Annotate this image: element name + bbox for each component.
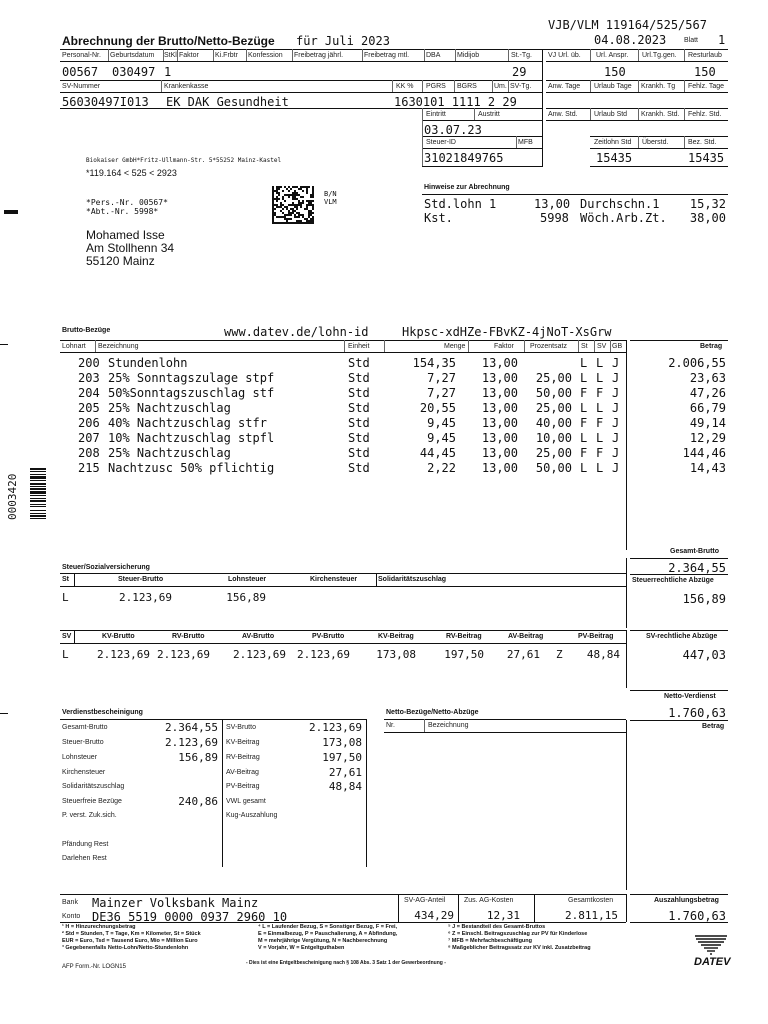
- hinweis-2-c: Wöch.Arb.Zt.: [580, 211, 667, 225]
- verdienst-value: 48,84: [328, 780, 362, 793]
- footnotes-col3: [448, 924, 591, 952]
- label-vj-url: VJ Url. üb.: [548, 52, 581, 59]
- label-konfession: Konfession: [248, 52, 283, 59]
- list-item: [62, 795, 220, 809]
- col-einheit: Einheit: [348, 343, 370, 350]
- lohnart-nr: 205: [78, 401, 100, 415]
- av-beitrag-value: 27,61: [506, 648, 540, 661]
- lohnart-bezeichnung: Stundenlohn: [108, 356, 188, 370]
- table-row: [0, 401, 768, 416]
- label-dba: DBA: [426, 52, 441, 59]
- hinweis-1-b: 13,00: [534, 197, 571, 211]
- footnote: M = mehrjährige Vergütung, N = Nachberechnung: [258, 938, 388, 944]
- resturlaub-value: 150: [694, 65, 716, 79]
- lohnart-bezeichnung: 25% Sonntagszulage stpf: [108, 371, 275, 385]
- rv-brutto-value: 2.123,69: [157, 648, 210, 661]
- footnote: ⁷ MFB = Mehrfachbeschäftigung: [448, 938, 533, 944]
- lohnart-sv: L: [596, 371, 604, 385]
- label-bgrs: BGRS: [457, 83, 477, 90]
- lohnart-betrag: 66,79: [689, 401, 726, 415]
- steuer-brutto-value: 2.123,69: [119, 591, 172, 604]
- lohnart-faktor: 13,00: [481, 431, 518, 445]
- lohnart-st: L: [580, 431, 588, 445]
- list-item: [62, 736, 220, 750]
- list-item: [62, 751, 220, 765]
- lohnart-bezeichnung: 25% Nachtzuschlag: [108, 446, 231, 460]
- hinweise-label: Hinweise zur Abrechnung: [424, 184, 510, 191]
- verdienst-value: 27,61: [328, 766, 362, 779]
- lohnart-bezeichnung: 40% Nachtzuschlag stfr: [108, 416, 267, 430]
- bn-code: B/N: [324, 190, 337, 198]
- iban-value: DE36 5519 0000 0937 2960 10: [92, 910, 288, 924]
- lohnart-betrag: 2.006,55: [668, 356, 726, 370]
- blatt-value: 1: [718, 33, 726, 47]
- table-row: [0, 461, 768, 476]
- col-st: St: [581, 343, 588, 350]
- verdienst-value: 240,86: [178, 795, 218, 808]
- lohnart-betrag: 23,63: [689, 371, 726, 385]
- hinweis-1-a: Std.lohn 1: [424, 197, 497, 211]
- datev-logo-mark: [694, 934, 728, 956]
- lohnart-st: L: [580, 401, 588, 415]
- lohnart-menge: 9,45: [427, 431, 456, 445]
- footnote: EUR = Euro, Tsd = Tausend Euro, Mio = Million Euro: [62, 938, 198, 944]
- recipient-street: Am Stollhenn 34: [86, 241, 175, 255]
- lohnart-st: F: [580, 386, 588, 400]
- label-resturlaub: Resturlaub: [688, 52, 722, 59]
- print-date: 04.08.2023: [594, 33, 667, 47]
- col-steuer-brutto: Steuer-Brutto: [118, 576, 164, 583]
- hinweis-2-a: Kst.: [424, 211, 453, 225]
- bank-label: Bank: [62, 899, 78, 906]
- rv-beitrag-value: 197,50: [444, 648, 484, 661]
- lohnart-faktor: 13,00: [481, 416, 518, 430]
- lohnart-bezeichnung: 50%Sonntagszuschlag stf: [108, 386, 275, 400]
- lohnart-gb: J: [612, 416, 620, 430]
- url-anspr-value: 150: [604, 65, 626, 79]
- list-item: [226, 751, 364, 765]
- lohnsteuer-value: 156,89: [226, 591, 266, 604]
- abt-nr: *Abt.-Nr. 5998*: [86, 207, 159, 216]
- footnote: V = Vorjahr, W = Entgeltguthaben: [258, 945, 345, 951]
- lohnart-betrag: 12,29: [689, 431, 726, 445]
- lohnart-nr: 215: [78, 461, 100, 475]
- lohnart-faktor: 13,00: [481, 386, 518, 400]
- list-item: [62, 852, 220, 866]
- lohnart-prozent: 10,00: [535, 431, 572, 445]
- col-menge: Menge: [444, 343, 466, 350]
- label-freibetrag-jaehrl: Freibetrag jährl.: [294, 52, 344, 59]
- st-tg-value: 29: [512, 65, 527, 79]
- lohnart-einheit: Std: [348, 401, 370, 415]
- lohnart-nr: 203: [78, 371, 100, 385]
- label-url-anspr: Url. Anspr.: [596, 52, 629, 59]
- label-urlaub-tage: Urlaub Tage: [594, 83, 632, 90]
- page-title: Abrechnung der Brutto/Netto-Bezüge: [62, 34, 275, 48]
- col-faktor: Faktor: [494, 343, 514, 350]
- recipient-address: [86, 229, 174, 268]
- sv-ag-label: SV-AG-Anteil: [404, 897, 446, 904]
- lohnart-faktor: 13,00: [481, 446, 518, 460]
- lohnart-prozent: 25,00: [535, 371, 572, 385]
- list-item: [226, 721, 364, 735]
- col-av-beitrag: AV-Beitrag: [508, 633, 544, 640]
- netto-verdienst-label: Netto-Verdienst: [664, 693, 716, 700]
- lohnart-betrag: 144,46: [682, 446, 726, 460]
- col-kv-beitrag: KV-Beitrag: [378, 633, 414, 640]
- pv-beitrag-value: 48,84: [586, 648, 620, 661]
- kv-beitrag-value: 173,08: [376, 648, 416, 661]
- form-number: AFP Form.-Nr. LOGN15: [62, 964, 126, 970]
- col-sv: SV: [62, 633, 72, 640]
- label-krankh-std: Krankh. Std.: [641, 111, 680, 118]
- footnote: ⁸ Maßgeblicher Beitragssatz zur KV inkl. Zusatzbeitrag: [448, 945, 591, 951]
- hinweis-1-d: 15,32: [689, 197, 726, 211]
- gesamtkosten-label: Gesamtkosten: [568, 897, 614, 904]
- label-kk: KK %: [396, 83, 414, 90]
- lohnart-einheit: Std: [348, 446, 370, 460]
- sv-nummer-value: 56030497I013: [62, 95, 149, 109]
- lohnart-sv: F: [596, 416, 604, 430]
- steuer-section-title: Steuer/Sozialversicherung: [62, 564, 150, 571]
- label-fehlz-tage: Fehlz. Tage: [688, 83, 725, 90]
- vlm-code: VLM: [324, 198, 337, 206]
- label-geburtsdatum: Geburtsdatum: [110, 52, 155, 59]
- zus-ag-value: 12,31: [486, 909, 520, 922]
- recipient-city: 55120 Mainz: [86, 254, 155, 268]
- sv-abzuege-label: SV-rechtliche Abzüge: [646, 633, 718, 640]
- col-sv: SV: [597, 343, 607, 350]
- col-rv-brutto: RV-Brutto: [172, 633, 205, 640]
- lohn-id-code: Hkpsc-xdHZe-FBvKZ-4jNoT-XsGrw: [402, 325, 612, 339]
- table-row: [0, 386, 768, 401]
- lohnart-gb: J: [612, 431, 620, 445]
- label-kifrbtr: Ki.Frbtr: [215, 52, 238, 59]
- list-item: [226, 780, 364, 794]
- label-krankenkasse: Krankenkasse: [164, 83, 209, 90]
- footnote: ⁴ L = Laufender Bezug, S = Sonstiger Bezug, F = Frei,: [258, 924, 398, 930]
- lohnart-menge: 2,22: [427, 461, 456, 475]
- col-prozentsatz: Prozentsatz: [530, 343, 567, 350]
- col-netto-bez: Bezeichnung: [428, 722, 469, 729]
- steuer-abzuege-value: 156,89: [682, 592, 726, 606]
- pers-nr: *Pers.-Nr. 00567*: [86, 198, 168, 207]
- recipient-name: Mohamed Isse: [86, 228, 165, 242]
- table-row: [0, 446, 768, 461]
- document-code: VJB/VLM 119164/525/567: [548, 18, 707, 32]
- label-krankh-tg: Krankh. Tg: [641, 83, 676, 90]
- sender-line: Biokaiser GmbH*Fritz-Ullmann-Str. 5*55252 Mainz-Kastel: [86, 157, 282, 164]
- verdienst-value: 173,08: [322, 736, 362, 749]
- datev-logo-text: DATEV: [694, 956, 731, 968]
- routing-code: *119.164 < 525 < 2923: [86, 168, 177, 178]
- label-zeitlohn-std: Zeitlohn Std: [594, 139, 632, 146]
- verdienst-label: VWL gesamt: [226, 798, 266, 805]
- table-row: [0, 371, 768, 386]
- verdienst-value: 197,50: [322, 751, 362, 764]
- lohnart-st: L: [580, 461, 588, 475]
- lohnart-betrag: 49,14: [689, 416, 726, 430]
- bn-vlm-block: [324, 190, 337, 206]
- lohnart-betrag: 14,43: [689, 461, 726, 475]
- lohnart-einheit: Std: [348, 431, 370, 445]
- label-stkl: StKl: [164, 52, 177, 59]
- lohnart-bezeichnung: 10% Nachtzuschlag stpfl: [108, 431, 275, 445]
- verdienst-label: AV-Beitrag: [226, 769, 259, 776]
- zeitlohn-std-value: 15435: [596, 151, 633, 165]
- gesamt-brutto-value: 2.364,55: [668, 561, 726, 575]
- zus-ag-label: Zus. AG-Kosten: [464, 897, 514, 904]
- verdienst-label: SV-Brutto: [226, 724, 256, 731]
- verdienst-value: 2.123,69: [309, 721, 362, 734]
- geburtsdatum-value: 030497: [112, 65, 156, 79]
- verdienst-label: KV-Beitrag: [226, 739, 260, 746]
- col-betrag: Betrag: [700, 343, 723, 350]
- col-pv-brutto: PV-Brutto: [312, 633, 345, 640]
- lohnart-nr: 200: [78, 356, 100, 370]
- steuer-st-value: L: [62, 591, 69, 604]
- lohnart-menge: 154,35: [412, 356, 456, 370]
- lohnart-einheit: Std: [348, 416, 370, 430]
- lohnart-gb: J: [612, 356, 620, 370]
- col-lohnart: Lohnart: [62, 343, 86, 350]
- kv-brutto-value: 2.123,69: [97, 648, 150, 661]
- brutto-section-title: Brutto-Bezüge: [62, 327, 111, 334]
- lohn-id-url: www.datev.de/lohn-id: [224, 325, 369, 339]
- bank-name: Mainzer Volksbank Mainz: [92, 896, 259, 910]
- lohnart-prozent: 25,00: [535, 401, 572, 415]
- footnote: ¹ H = Hinzurechnungsbetrag: [62, 924, 136, 930]
- label-eintritt: Eintritt: [426, 111, 446, 118]
- list-item: [62, 766, 220, 780]
- verdienst-label: Kug-Auszahlung: [226, 812, 278, 819]
- footnote: E = Einmalbezug, P = Pauschalierung, A = Abfindung,: [258, 931, 398, 937]
- col-rv-beitrag: RV-Beitrag: [446, 633, 482, 640]
- auszahlung-value: 1.760,63: [668, 909, 726, 923]
- label-pgrs: PGRS: [426, 83, 446, 90]
- verdienst-value: 2.364,55: [165, 721, 218, 734]
- label-ueberstd: Überstd.: [642, 139, 669, 146]
- lohnart-gb: J: [612, 401, 620, 415]
- label-sv-tg: SV-Tg.: [510, 83, 532, 90]
- fold-mark: [4, 210, 18, 214]
- verdienst-label: Lohnsteuer: [62, 754, 98, 761]
- footnotes-col1: [62, 924, 201, 952]
- konto-label: Konto: [62, 913, 81, 920]
- label-sv-nummer: SV-Nummer: [62, 83, 101, 90]
- table-row: [0, 416, 768, 431]
- lohnart-prozent: 50,00: [535, 386, 572, 400]
- lohnart-prozent: 25,00: [535, 446, 572, 460]
- lohnart-faktor: 13,00: [481, 356, 518, 370]
- side-number: 0003420: [6, 473, 19, 520]
- verdienst-label: Steuerfreie Bezüge: [62, 798, 122, 805]
- verdienst-section-title: Verdienstbescheinigung: [62, 709, 143, 716]
- label-steuer-id: Steuer-ID: [426, 139, 456, 146]
- col-netto-nr: Nr.: [386, 722, 395, 729]
- pv-brutto-value: 2.123,69: [297, 648, 350, 661]
- footnotes-col2: [258, 924, 397, 952]
- lohnart-nr: 207: [78, 431, 100, 445]
- lohnart-faktor: 13,00: [481, 461, 518, 475]
- kk-line-value: 1630101 1111 2 29: [394, 95, 517, 109]
- list-item: [226, 809, 364, 823]
- label-freibetrag-mtl: Freibetrag mtl.: [364, 52, 410, 59]
- verdienst-label: PV-Beitrag: [226, 783, 260, 790]
- personal-nr-value: 00567: [62, 65, 99, 79]
- lohnart-sv: L: [596, 431, 604, 445]
- label-bez-std: Bez. Std.: [688, 139, 717, 146]
- sv-value: L: [62, 648, 69, 661]
- lohnart-faktor: 13,00: [481, 401, 518, 415]
- hinweis-2-d: 38,00: [689, 211, 726, 225]
- lohnart-nr: 208: [78, 446, 100, 460]
- verdienst-label: Gesamt-Brutto: [62, 724, 108, 731]
- datamatrix-code: [272, 186, 314, 224]
- stkl-value: 1: [164, 65, 172, 79]
- verdienst-label: Darlehen Rest: [62, 855, 107, 862]
- gesamtkosten-value: 2.811,15: [565, 909, 618, 922]
- sv-abzuege-value: 447,03: [682, 648, 726, 662]
- krankenkasse-value: EK DAK Gesundheit: [166, 95, 289, 109]
- footnote: ³ Gegebenenfalls Netto-Lohn/Netto-Stundenlohn: [62, 945, 189, 951]
- lohnart-sv: F: [596, 446, 604, 460]
- col-steuer-st: St: [62, 576, 69, 583]
- col-kv-brutto: KV-Brutto: [102, 633, 135, 640]
- label-faktor: Faktor: [179, 52, 199, 59]
- lohnart-betrag: 47,26: [689, 386, 726, 400]
- verdienst-label: RV-Beitrag: [226, 754, 260, 761]
- lohnart-faktor: 13,00: [481, 371, 518, 385]
- lohnart-einheit: Std: [348, 371, 370, 385]
- list-item: [226, 795, 364, 809]
- lohnart-menge: 9,45: [427, 416, 456, 430]
- lohnart-st: F: [580, 416, 588, 430]
- lohnart-einheit: Std: [348, 461, 370, 475]
- lohnart-menge: 7,27: [427, 386, 456, 400]
- footnote: ⁶ Z = Einschl. Beitragszuschlag zur PV für Kinderlose: [448, 931, 588, 937]
- sv-ag-value: 434,29: [414, 909, 454, 922]
- label-mfb: MFB: [518, 139, 533, 146]
- label-austritt: Austritt: [478, 111, 500, 118]
- label-url-tg-gen: Url.Tg.gen.: [642, 52, 677, 59]
- lohnart-einheit: Std: [348, 386, 370, 400]
- footnote: ⁵ J = Bestandteil des Gesamt-Bruttos: [448, 924, 546, 930]
- lohnart-menge: 44,45: [419, 446, 456, 460]
- col-av-brutto: AV-Brutto: [242, 633, 275, 640]
- pv-zuschlag-flag: Z: [556, 648, 563, 661]
- list-item: [62, 721, 220, 735]
- list-item: [62, 838, 220, 852]
- verdienst-label: Solidaritätszuschlag: [62, 783, 125, 790]
- verdienst-label: Pfändung Rest: [62, 841, 109, 848]
- label-midijob: Midijob: [457, 52, 480, 59]
- verdienst-label: Kirchensteuer: [62, 769, 106, 776]
- verdienst-value: 2.123,69: [165, 736, 218, 749]
- lohnart-gb: J: [612, 386, 620, 400]
- verdienst-value: 156,89: [178, 751, 218, 764]
- lohnart-st: L: [580, 356, 588, 370]
- table-row: [0, 356, 768, 371]
- lohnart-gb: J: [612, 461, 620, 475]
- lohnart-sv: L: [596, 356, 604, 370]
- av-brutto-value: 2.123,69: [233, 648, 286, 661]
- hinweis-2-b: 5998: [540, 211, 569, 225]
- label-anw-std: Anw. Std.: [548, 111, 578, 118]
- gesamt-brutto-label: Gesamt-Brutto: [670, 548, 720, 555]
- footnote: ² Std = Stunden, T = Tage, Km = Kilometer, St = Stück: [62, 931, 201, 937]
- period: für Juli 2023: [296, 34, 390, 48]
- verdienst-label: Steuer-Brutto: [62, 739, 104, 746]
- netto-verdienst-value: 1.760,63: [668, 706, 726, 720]
- lohnart-nr: 206: [78, 416, 100, 430]
- lohnart-st: F: [580, 446, 588, 460]
- netto-betrag-label: Betrag: [702, 723, 725, 730]
- lohnart-menge: 7,27: [427, 371, 456, 385]
- label-um: Um.: [494, 83, 507, 90]
- lohnart-bezeichnung: 25% Nachtzuschlag: [108, 401, 231, 415]
- label-st-tg: St.-Tg.: [511, 52, 533, 59]
- lohnart-sv: L: [596, 461, 604, 475]
- col-bezeichnung: Bezeichnung: [98, 343, 139, 350]
- label-fehlz-std: Fehlz. Std.: [688, 111, 722, 118]
- list-item: [62, 780, 220, 794]
- side-barcode: [30, 468, 46, 540]
- lohnart-menge: 20,55: [419, 401, 456, 415]
- fold-mark-lower: [0, 713, 8, 714]
- list-item: [226, 766, 364, 780]
- label-urlaub-std: Urlaub Std: [594, 111, 628, 118]
- lohnart-nr: 204: [78, 386, 100, 400]
- lohnart-st: L: [580, 371, 588, 385]
- bez-std-value: 15435: [688, 151, 725, 165]
- lohnart-gb: J: [612, 446, 620, 460]
- col-pv-beitrag: PV-Beitrag: [578, 633, 614, 640]
- lohnart-gb: J: [612, 371, 620, 385]
- punch-mark: [0, 344, 8, 345]
- lohnart-prozent: 50,00: [535, 461, 572, 475]
- auszahlung-label: Auszahlungsbetrag: [654, 897, 719, 904]
- nettoabzuege-section-title: Netto-Bezüge/Netto-Abzüge: [386, 709, 479, 716]
- hinweis-1-c: Durchschn.1: [580, 197, 660, 211]
- lohnart-einheit: Std: [348, 356, 370, 370]
- lohnart-bezeichnung: Nachtzusc 50% pflichtig: [108, 461, 275, 475]
- steuer-id-value: 31021849765: [424, 151, 504, 165]
- lohnart-sv: L: [596, 401, 604, 415]
- col-soli: Solidaritätszuschlag: [378, 576, 447, 583]
- list-item: [62, 809, 220, 823]
- eintritt-value: 03.07.23: [424, 123, 482, 137]
- list-item: [226, 736, 364, 750]
- blatt-label: Blatt: [684, 37, 699, 44]
- col-lohnsteuer: Lohnsteuer: [228, 576, 267, 583]
- legal-statement: - Dies ist eine Entgeltbescheinigung nach § 108 Abs. 3 Satz 1 der Gewerbeordnung -: [246, 960, 446, 966]
- label-anw-tage: Anw. Tage: [548, 83, 581, 90]
- col-kirchensteuer: Kirchensteuer: [310, 576, 358, 583]
- label-personal-nr: Personal-Nr.: [62, 52, 101, 59]
- lohnart-prozent: 40,00: [535, 416, 572, 430]
- steuer-abzuege-label: Steuerrechtliche Abzüge: [632, 577, 714, 584]
- lohnart-sv: F: [596, 386, 604, 400]
- col-gb: GB: [612, 343, 623, 350]
- verdienst-label: P. verst. Zuk.sich.: [62, 812, 117, 819]
- table-row: [0, 431, 768, 446]
